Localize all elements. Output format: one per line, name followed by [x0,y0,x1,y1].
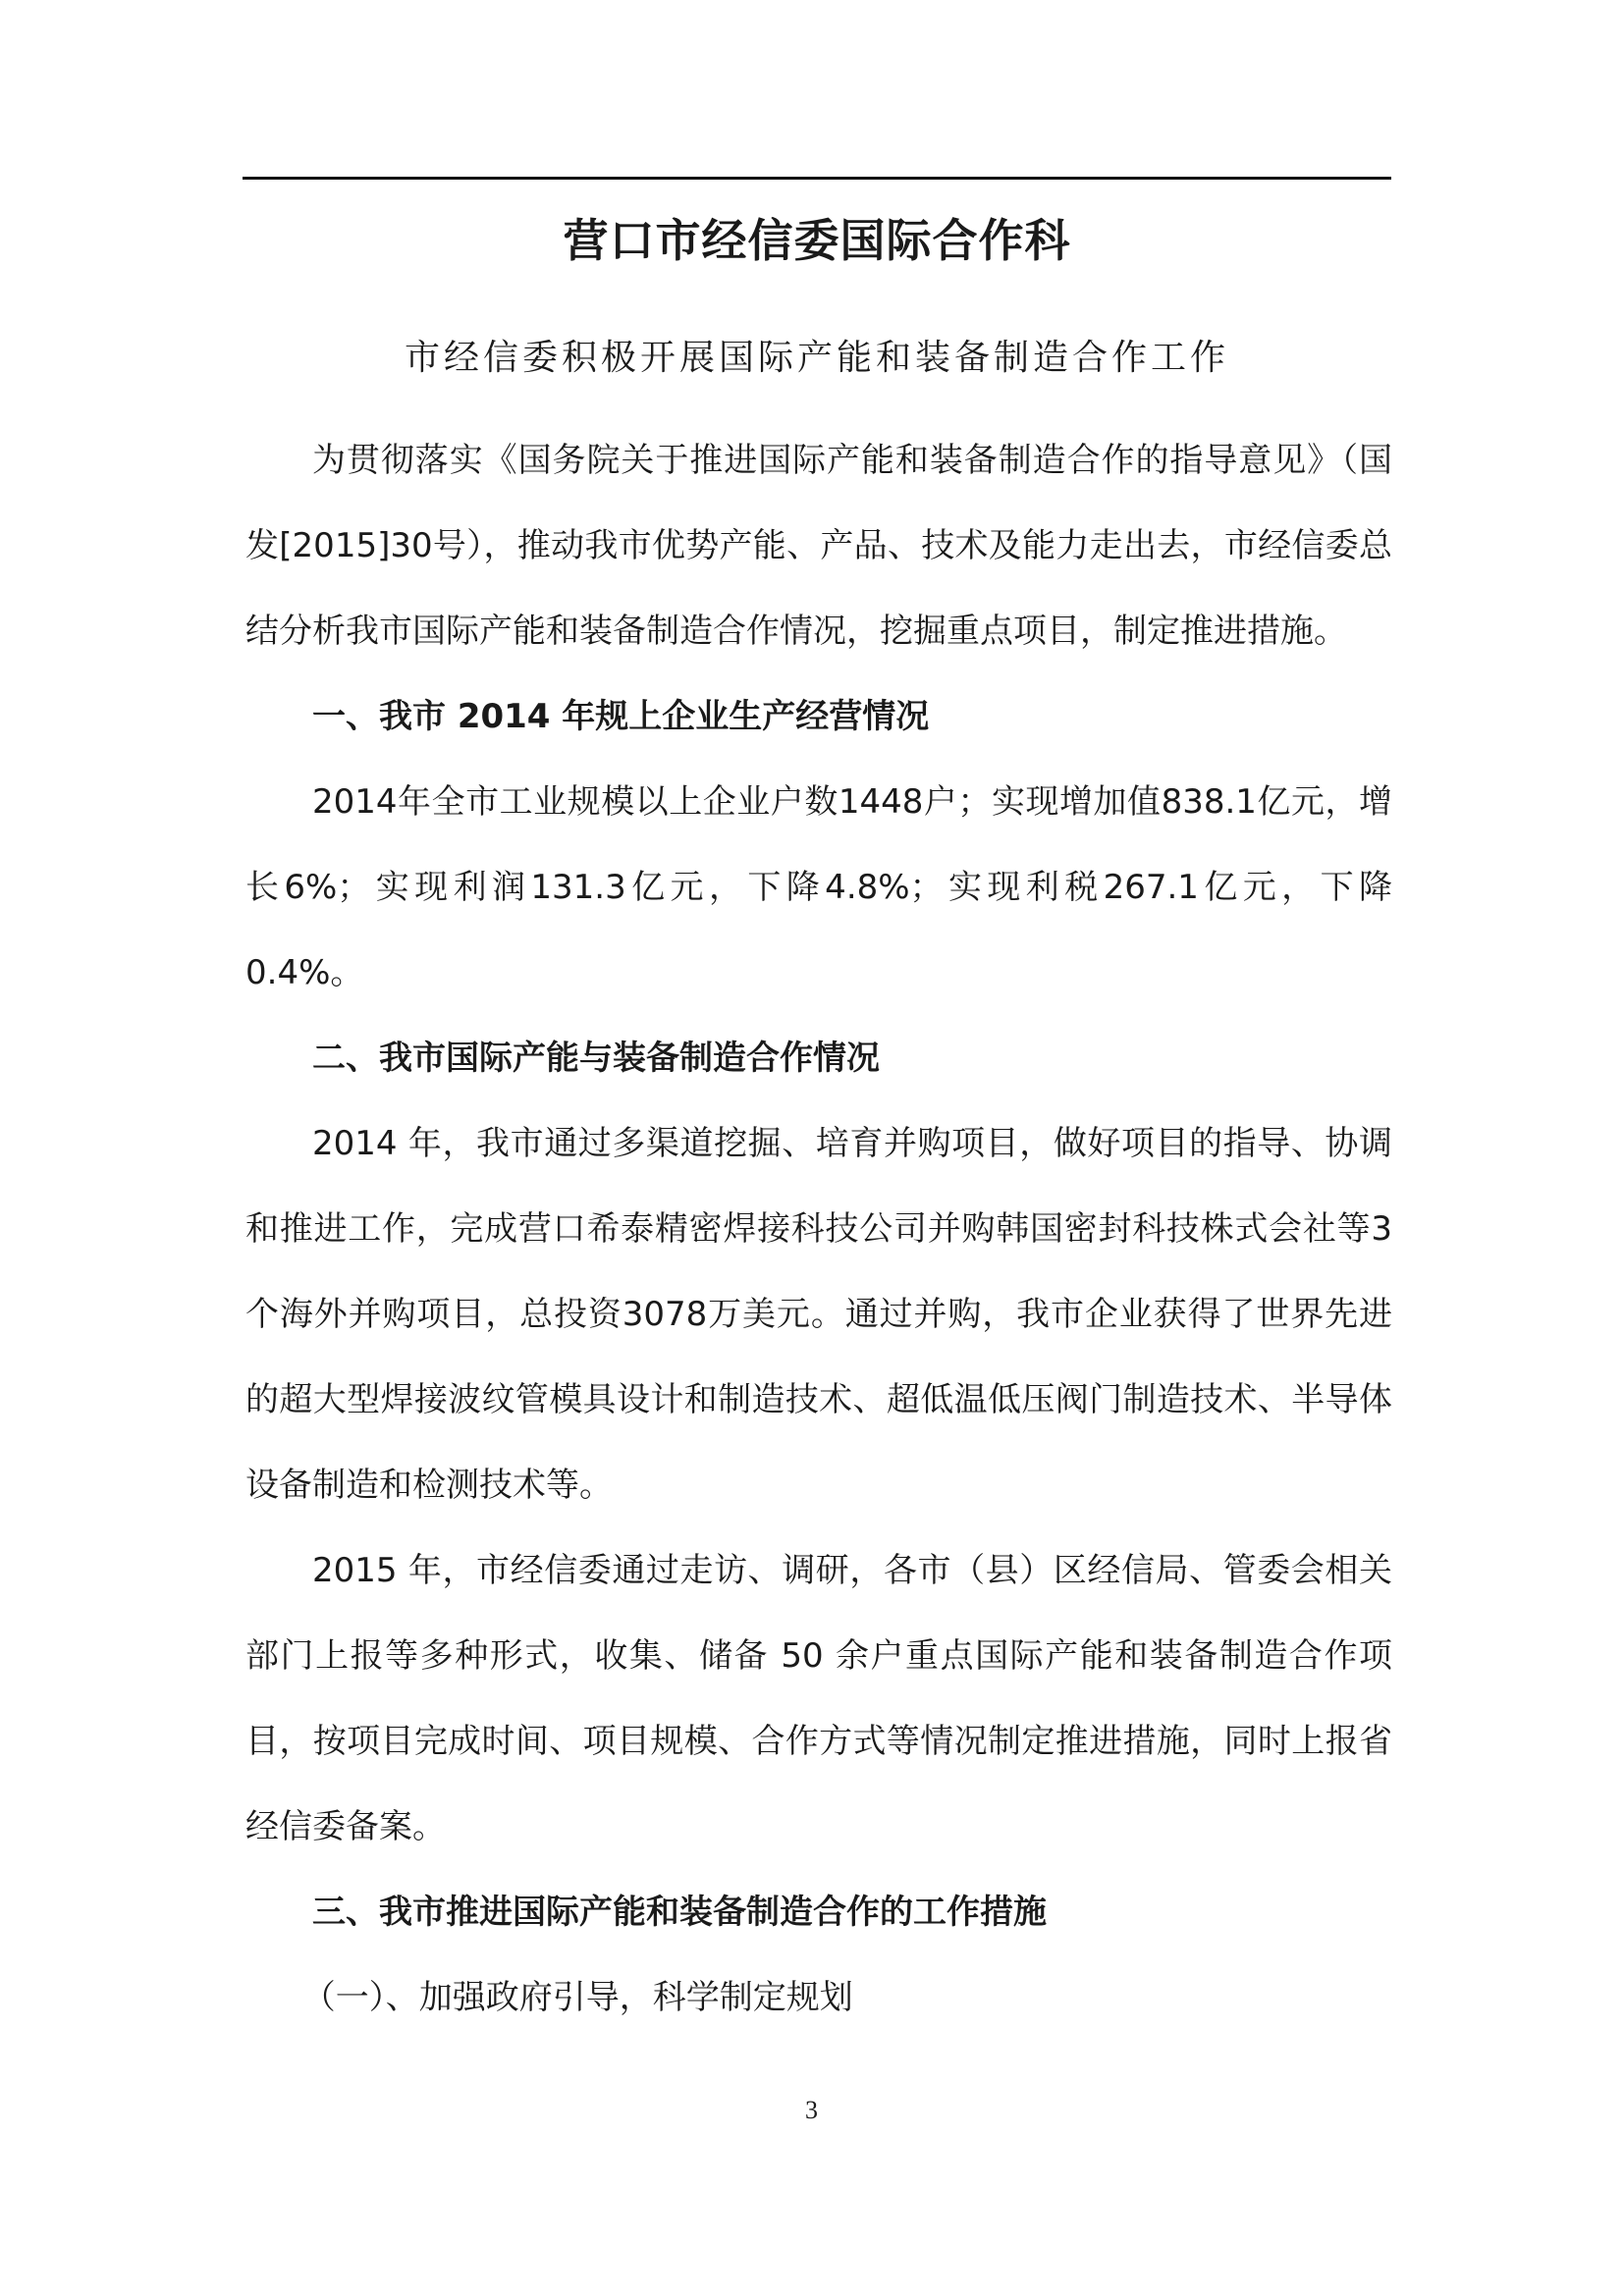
document-body [245,418,1392,2041]
section-1-paragraph: 2014年全市工业规模以上企业户数1448户；实现增加值838.1亿元，增长6%；实现利润131.3亿元，下降4.8%；实现利税267.1亿元，下降0.4%。 [245,782,1392,992]
section-heading-1: 一、我市 2014 年规上企业生产经营情况 [312,697,930,736]
section-heading-2: 二、我市国际产能与装备制造合作情况 [312,1039,880,1078]
intro-paragraph: 为贯彻落实《国务院关于推进国际产能和装备制造合作的指导意见》（国发[2015]30号），推动我市优势产能、产品、技术及能力走出去，市经信委总结分析我市国际产能和装备制造合作情况，挖掘重点项目，制定推进措施。 [245,441,1392,651]
section-2-paragraph-2: 2015 年，市经信委通过走访、调研，各市（县）区经信局、管委会相关部门上报等多种形式，收集、储备 50 余户重点国际产能和装备制造合作项目，按项目完成时间、项目规模、合作方式等情况制定推进措施，同时上报省经信委备案。 [245,1551,1392,1846]
org-title: 营口市经信委国际合作科 [563,214,1071,267]
document-title: 市经信委积极开展国际产能和装备制造合作工作 [404,338,1229,378]
page-number: 3 [805,2096,818,2124]
subsection-heading-1: （一）、加强政府引导，科学制定规划 [301,1978,853,2017]
header-rule [243,177,1391,180]
section-heading-3: 三、我市推进国际产能和装备制造合作的工作措施 [312,1893,1047,1932]
section-2-paragraph-1: 2014 年，我市通过多渠道挖掘、培育并购项目，做好项目的指导、协调和推进工作，完成营口希泰精密焊接科技公司并购韩国密封科技株式会社等3个海外并购项目，总投资3078万美元。通过并购，我市企业获得了世界先进的超大型焊接波纹管模具设计和制造技术、超低温低压阀门制造技术、半导体设备制造和检测技术等。 [245,1124,1392,1505]
